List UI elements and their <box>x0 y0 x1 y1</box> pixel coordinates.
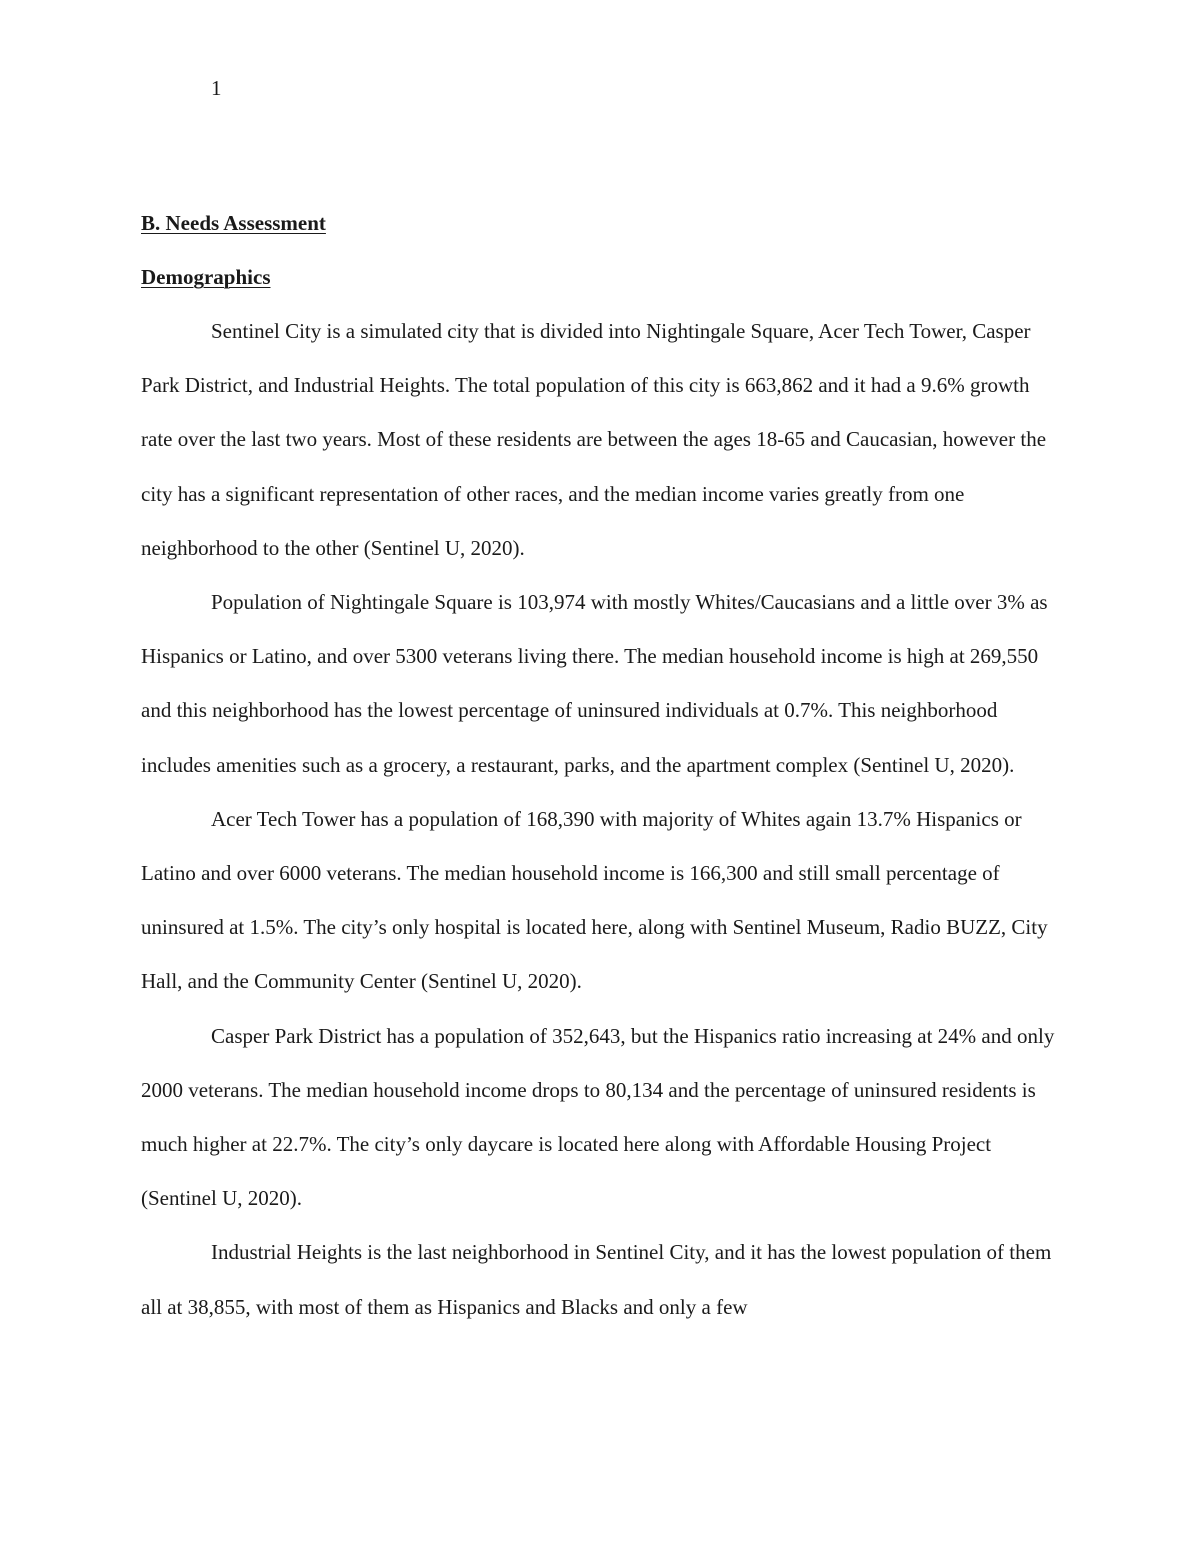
section-heading: B. Needs Assessment <box>141 211 326 235</box>
paragraph-acer-tech-tower: Acer Tech Tower has a population of 168,390 with majority of Whites again 13.7% Hispanics or Latino and over 6000 veterans. The median household income is 166,300 and still small percentage of uninsured at 1.5%. The city’s only hospital is located here, along with Sentinel Museum, Radio BUZZ, City Hall, and the Community Center (Sentinel U, 2020). <box>141 806 1048 994</box>
paragraph-industrial-heights: Industrial Heights is the last neighborhood in Sentinel City, and it has the lowest population of them all at 38,855, with most of them as Hispanics and Blacks and only a few <box>141 1240 1052 1319</box>
page-number: 1 <box>211 76 222 100</box>
paragraph-nightingale-square: Population of Nightingale Square is 103,974 with mostly Whites/Caucasians and a little over 3% as Hispanics or Latino, and over 5300 veterans living there. The median household income is high at 269,550 and this neighborhood has the lowest percentage of uninsured individuals at 0.7%. This neighborhood includes amenities such as a grocery, a restaurant, parks, and the apartment complex (Sentinel U, 2020). <box>141 590 1048 777</box>
paragraph-casper-park-district: Casper Park District has a population of 352,643, but the Hispanics ratio increasing at 24% and only 2000 veterans. The median household income drops to 80,134 and the percentage of uninsured residents is much higher at 22.7%. The city’s only daycare is located here along with Affordable Housing Project (Sentinel U, 2020). <box>141 1023 1055 1211</box>
subheading-demographics: Demographics <box>141 265 271 289</box>
paragraph-city-overview: Sentinel City is a simulated city that is divided into Nightingale Square, Acer Tech Tower, Casper Park District, and Industrial Heights. The total population of this city is 663,862 and it had a 9.6% growth rate over the last two years. Most of these residents are between the ages 18-65 and Caucasian, however the city has a significant representation of other races, and the median income varies greatly from one neighborhood to the other (Sentinel U, 2020). <box>141 319 1047 560</box>
document-body <box>141 196 1061 1334</box>
